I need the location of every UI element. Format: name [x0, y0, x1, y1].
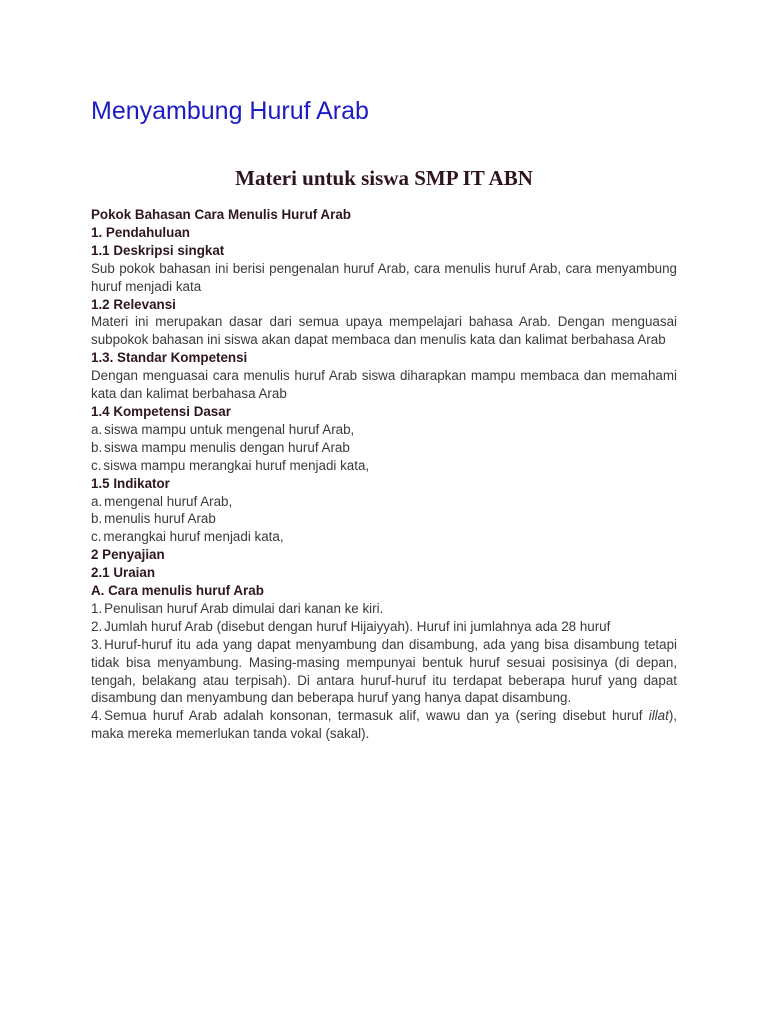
section-1-2-heading: 1.2 Relevansi	[91, 296, 176, 312]
section-1-4-heading: 1.4 Kompetensi Dasar	[91, 403, 231, 419]
list-marker: a.	[91, 421, 103, 437]
list-item-text: Huruf-huruf itu ada yang dapat menyambung dan disambung, ada yang bisa disambung tetapi tidak bisa menyambung. Masing-masing mempunyai bentuk huruf sesuai posisinya (di depan, tengah, belakang atau terpisah). Di antara huruf-huruf itu terdapat beberapa huruf yang dapat disambung dan menyambung dan beberapa huruf yang hanya dapat disambung.	[91, 636, 677, 706]
list-marker: 4.	[91, 708, 103, 724]
section-1-1-heading: 1.1 Deskripsi singkat	[91, 242, 225, 258]
list-item-text: siswa mampu untuk mengenal huruf Arab,	[104, 421, 355, 437]
document-subtitle: Materi untuk siswa SMP IT ABN	[235, 166, 533, 190]
list-item	[91, 528, 677, 546]
list-marker: b.	[91, 511, 103, 527]
list-item-text: siswa mampu merangkai huruf menjadi kata,	[103, 457, 370, 473]
list-item	[91, 600, 677, 618]
list-marker: a.	[91, 493, 103, 509]
list-item	[91, 457, 677, 475]
list-item-text-cont: ), maka mereka memerlukan tanda vokal (sakal).	[91, 708, 677, 742]
document-body	[91, 206, 677, 743]
section-1-3-text: Dengan menguasai cara menulis huruf Arab siswa diharapkan mampu membaca dan memahami kata dan kalimat berbahasa Arab	[91, 368, 677, 402]
list-marker: 3.	[91, 636, 103, 652]
list-item-text: Semua huruf Arab adalah konsonan, termasuk alif, wawu dan ya (sering disebut huruf	[104, 708, 649, 724]
section-1-heading: 1. Pendahuluan	[91, 224, 190, 240]
pokok-bahasan-heading: Pokok Bahasan Cara Menulis Huruf Arab	[91, 207, 351, 222]
section-1-1-text: Sub pokok bahasan ini berisi pengenalan huruf Arab, cara menulis huruf Arab, cara menyambung huruf menjadi kata	[91, 260, 677, 294]
section-2-1-heading: 2.1 Uraian	[91, 565, 156, 581]
list-marker: c.	[91, 529, 102, 545]
list-item-text: siswa mampu menulis dengan huruf Arab	[104, 439, 350, 455]
section-2-heading: 2 Penyajian	[91, 547, 165, 563]
section-1-2-text: Materi ini merupakan dasar dari semua upaya mempelajari bahasa Arab. Dengan menguasai subpokok bahasan ini siswa akan dapat membaca dan menulis kata dan kalimat berbahasa Arab	[91, 314, 677, 348]
list-item-text: Penulisan huruf Arab dimulai dari kanan ke kiri.	[104, 600, 384, 616]
list-marker: 2.	[91, 618, 103, 634]
section-1-5-heading: 1.5 Indikator	[91, 475, 170, 491]
list-item	[91, 421, 677, 439]
section-2-1-a-heading: A. Cara menulis huruf Arab	[91, 583, 264, 599]
section-1-3-heading: 1.3. Standar Kompetensi	[91, 350, 248, 366]
list-item-text: menulis huruf Arab	[104, 511, 216, 527]
list-item	[91, 493, 677, 511]
list-marker: c.	[91, 457, 102, 473]
document-title: Menyambung Huruf Arab	[91, 97, 369, 125]
list-item-text: merangkai huruf menjadi kata,	[103, 529, 284, 545]
list-marker: b.	[91, 439, 103, 455]
list-item	[91, 618, 677, 636]
italic-term: illat	[648, 708, 669, 724]
list-item	[91, 439, 677, 457]
list-item-text: Jumlah huruf Arab (disebut dengan huruf Hijaiyyah). Huruf ini jumlahnya ada 28 huruf	[104, 618, 611, 634]
list-item	[91, 707, 677, 743]
list-item	[91, 510, 677, 528]
list-marker: 1.	[91, 600, 103, 616]
list-item	[91, 636, 677, 708]
list-item-text: mengenal huruf Arab,	[104, 493, 233, 509]
